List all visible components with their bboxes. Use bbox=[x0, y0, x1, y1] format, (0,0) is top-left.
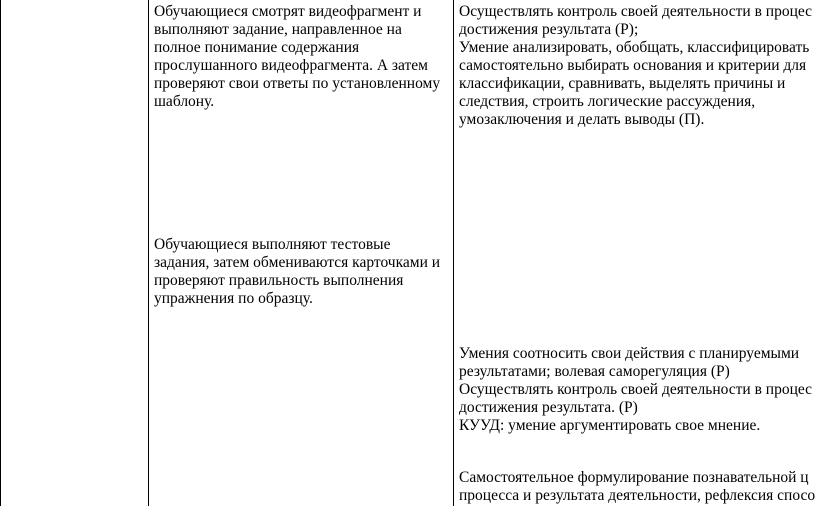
text-line: самостоятельно выбирать основания и критерии для bbox=[459, 57, 807, 74]
text-line: полное понимание содержания bbox=[154, 39, 360, 56]
text-line: выполняют задание, направленное на bbox=[154, 21, 402, 38]
text-line: классификации, сравнивать, выделять причины и bbox=[459, 75, 786, 92]
activity-description-tests bbox=[154, 236, 440, 308]
text-line: проверяют свои ответы по установленному bbox=[154, 75, 441, 92]
text-line: шаблону. bbox=[154, 93, 215, 110]
text-line: прослушанного видеофрагмента. А затем bbox=[154, 57, 428, 74]
text-line: задания, затем обмениваются карточками и bbox=[154, 254, 441, 271]
text-line: следствия, строить логические рассуждения, bbox=[459, 93, 756, 110]
text-line: проверяют правильность выполнения bbox=[154, 272, 404, 289]
table-border-column-2 bbox=[453, 0, 454, 506]
text-line: результатами; волевая саморегуляция (Р) bbox=[459, 363, 730, 380]
text-line: упражнения по образцу. bbox=[154, 290, 313, 307]
text-line: достижения результата. (Р) bbox=[459, 399, 638, 416]
text-line: КУУД: умение аргументировать свое мнение. bbox=[459, 417, 761, 434]
text-line: Обучающиеся выполняют тестовые bbox=[154, 236, 391, 253]
competencies-block-2 bbox=[459, 345, 812, 435]
text-line: Умения соотносить свои действия с планируемыми bbox=[459, 345, 800, 362]
activity-description-video bbox=[154, 3, 440, 111]
competencies-block-1 bbox=[459, 3, 812, 129]
table-border-left bbox=[0, 0, 1, 506]
text-line: Обучающиеся смотрят видеофрагмент и bbox=[154, 3, 422, 20]
text-line: Умение анализировать, обобщать, классифицировать bbox=[459, 39, 810, 56]
text-line: достижения результата (Р); bbox=[459, 21, 639, 38]
text-line: процесса и результата деятельности, рефлексия спосо bbox=[459, 487, 816, 504]
text-line: Самостоятельное формулирование познавательной ц bbox=[459, 469, 809, 486]
text-line: Осуществлять контроль своей деятельности в процес bbox=[459, 381, 813, 398]
competencies-block-3 bbox=[459, 469, 815, 505]
text-line: умозаключения и делать выводы (П). bbox=[459, 111, 705, 128]
table-border-column-1 bbox=[148, 0, 149, 506]
text-line: Осуществлять контроль своей деятельности в процес bbox=[459, 3, 813, 20]
